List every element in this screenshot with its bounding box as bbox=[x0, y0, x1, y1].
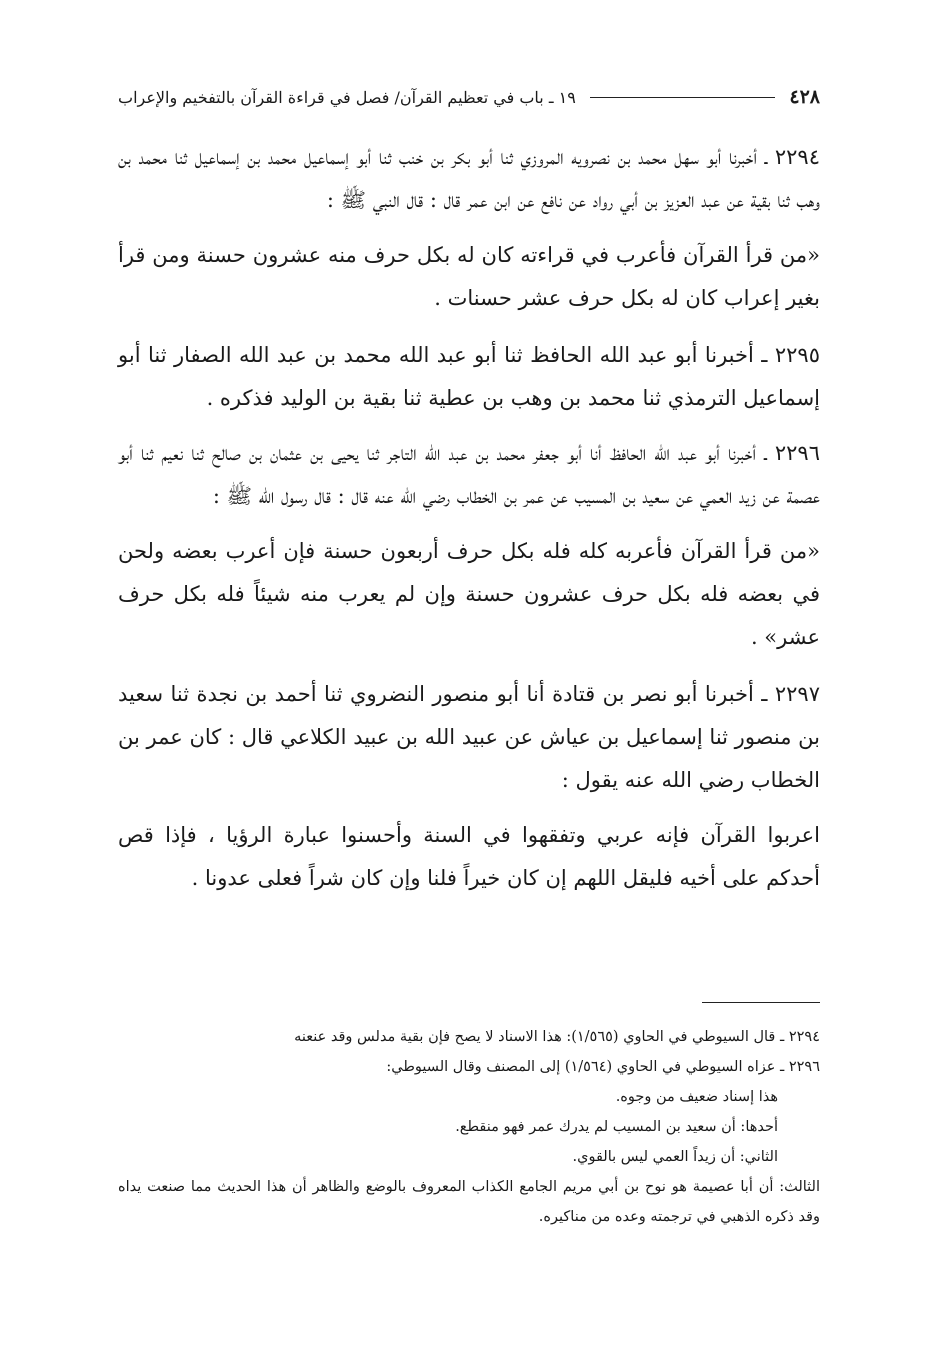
running-header bbox=[118, 82, 820, 112]
page-number: ٤٢٨ bbox=[789, 86, 820, 108]
hadith-2294-matn: «من قرأ القرآن فأعرب في قراءته كان له بكل حرف منه عشرون حسنة ومن قرأ بغير إعراب كان له بكل حرف عشر حسنات . bbox=[118, 243, 820, 310]
footnote-2296-point-3: الثالث: أن أبا عصيمة هو نوح بن أبي مريم الجامع الكذاب المعروف بالوضع والظاهر أن هذا الحديث مما صنعت يداه وقد ذكره الذهبي في ترجمته وعده من مناكيره. bbox=[118, 1179, 820, 1225]
footnote-2294: ٢٢٩٤ ـ قال السيوطي في الحاوي (١/٥٦٥): هذا الاسناد لا يصح فإن بقية مدلس وقد عنعنه bbox=[294, 1029, 820, 1045]
hadith-2297-matn: اعربوا القرآن فإنه عربي وتفقهوا في السنة وأحسنوا عبارة الرؤيا ، فإذا قص أحدكم على أخيه فليقل اللهم إن كان خيراً فلنا وإن كان شراً فعلى عدونا . bbox=[118, 823, 820, 890]
hadith-2297-isnad: ٢٢٩٧ ـ أخبرنا أبو نصر بن قتادة أنا أبو منصور النضروي ثنا أحمد بن نجدة ثنا سعيد بن منصور ثنا إسماعيل بن عياش عن عبيد الله بن عبيد الكلاعي قال : كان عمر بن الخطاب رضي الله عنه يقول : bbox=[118, 682, 820, 792]
header-rule bbox=[590, 97, 776, 98]
main-text bbox=[118, 136, 820, 912]
footnote-2296-point-2: الثاني: أن زيداً العمي ليس بالقوي. bbox=[572, 1149, 778, 1165]
hadith-2295: ٢٢٩٥ ـ أخبرنا أبو عبد الله الحافظ ثنا أبو عبد الله محمد بن عبد الله الصفار ثنا أبو إسماعيل الترمذي ثنا محمد بن وهب بن عطية ثنا بقية بن الوليد فذكره . bbox=[118, 343, 820, 410]
footnote-2296-line: هذا إسناد ضعيف من وجوه. bbox=[615, 1089, 778, 1105]
hadith-2294-isnad: ٢٢٩٤ ـ أخبرنا أبو سهل محمد بن نصرويه المروزي ثنا أبو بكر بن خنب ثنا أبو إسماعيل محمد بن إسماعيل ثنا محمد بن وهب ثنا بقية عن عبد العزيز بن أبي رواد عن نافع عن ابن عمر قال : قال النبي ﷺ : bbox=[118, 145, 820, 212]
footnotes bbox=[118, 1022, 820, 1232]
footnote-separator bbox=[702, 1002, 820, 1003]
hadith-2296-matn: «من قرأ القرآن فأعربه كله فله بكل حرف أربعون حسنة فإن أعرب بعضه ولحن في بعضه فله بكل حرف عشرون حسنة وإن لم يعرب منه شيئاً فله بكل حرف عشر» . bbox=[118, 539, 820, 649]
hadith-2296-isnad: ٢٢٩٦ ـ أخبرنا أبو عبد الله الحافظ أنا أبو جعفر محمد بن عبد الله التاجر ثنا يحيى بن عثمان بن صالح ثنا نعيم ثنا أبو عصمة عن زيد العمي عن سعيد بن المسيب عن عمر بن الخطاب رضي الله عنه قال : قال رسول الله ﷺ : bbox=[118, 441, 820, 508]
footnote-2296-point-1: أحدها: أن سعيد بن المسيب لم يدرك عمر فهو منقطع. bbox=[455, 1119, 778, 1135]
chapter-title: ١٩ ـ باب في تعظيم القرآن/ فصل في قراءة القرآن بالتفخيم والإعراب bbox=[118, 87, 576, 107]
footnote-2296: ٢٢٩٦ ـ عزاه السيوطي في الحاوي (١/٥٦٤) إلى المصنف وقال السيوطي: bbox=[386, 1059, 820, 1075]
